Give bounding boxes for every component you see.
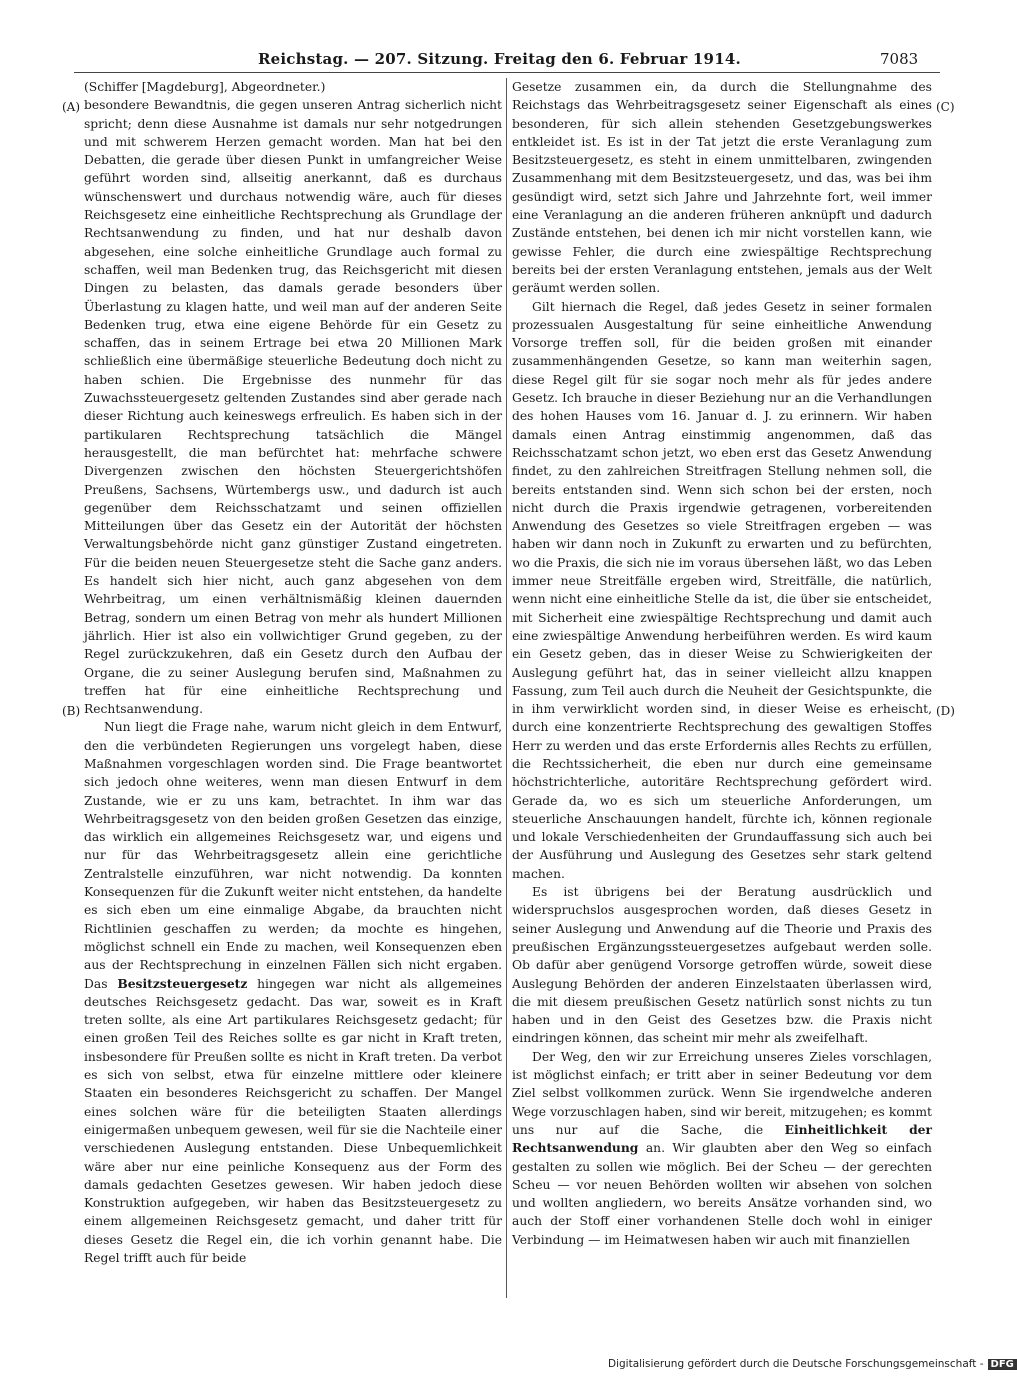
paragraph: [84, 718, 502, 1267]
paragraph-text: Der Weg, den wir zur Erreichung unseres Zieles vorschlagen, ist möglichst einfach; er tritt aber in seiner Bedeutung vor dem Ziel selbst vollkommen zurück. Wenn Sie irgendwelche anderen Wege vorzuschlagen haben, sind wir bereit, mitzugehen; es kommt uns nur auf die Sache, die: [512, 1049, 932, 1137]
speaker-line: (Schiffer [Magdeburg], Abgeordneter.): [84, 80, 326, 94]
column-divider: [506, 78, 507, 1298]
paragraph-text: Nun liegt die Frage nahe, warum nicht gleich in dem Entwurf, den die verbündeten Regierungen uns vorgelegt haben, diese Maßnahmen vorgeschlagen worden sind. Die Frage beantwortet sich jedoch ohne weiteres, wenn man diesen Entwurf in dem Zustande, wie er zu uns kam, betrachtet. In ihm war das Wehrbeitragsgesetz von den beiden großen Gesetzen das einzige, das wirklich ein allgemeines Reichsgesetz war, und eigens und nur für das Wehrbeitragsgesetz allein eine gerichtliche Zentralstelle einzuführen, war nicht notwendig. Da konnten Konsequenzen für die Zukunft weiter nicht entstehen, da handelte es sich eben um eine einmalige Abgabe, da brauchten nicht Richtlinien geschaffen zu werden; da mochte es hingehen, möglichst schnell ein Ende zu machen, weil Konsequenzen eben aus der Rechtsprechung in einzelnen Fällen sich nicht ergaben. Das: [84, 720, 502, 991]
paragraph: Gesetze zusammen ein, da durch die Stellungnahme des Reichstags das Wehrbeitragsgesetz seiner Eigenschaft als eines besonderen, für sich allein stehenden Gesetzgebungswerkes entkleidet ist. Es ist in der Tat jetzt die erste Veranlagung zum Besitzsteuergesetz, es steht in einem unmittelbaren, zwingenden Zusammenhang mit dem Besitzsteuergesetz, und das, was bei ihm gesündigt wird, setzt sich Jahre und Jahrzehnte fort, weil immer eine Veranlagung an die anderen früheren anknüpft und dadurch Zustände entstehen, bei denen ich mir nicht vorstellen kann, wie gewisse Fehler, die durch eine zwiespältige Rechtsprechung bereits bei der ersten Veranlagung entstehen, jemals aus der Welt geräumt werden sollen.: [512, 80, 932, 296]
margin-marker-c: (C): [936, 100, 955, 114]
margin-marker-a: (A): [62, 100, 81, 114]
header-rule: [74, 72, 940, 73]
paragraph-text: hingegen war nicht als allgemeines deutsches Reichsgesetz gedacht. Das war, soweit es in Kraft treten sollte, als eine Art partikulares Reichsgesetz gedacht; für einen großen Teil des Reiches sollte es gar nicht in Kraft treten, insbesondere für Preußen sollte es nicht in Kraft treten. Da verbot es sich von selbst, etwa für einzelne mittlere oder kleinere Staaten ein besonderes Reichsgericht zu schaffen. Der Mangel eines solchen wäre für die beteiligten Staaten allerdings einigermaßen unbequem gewesen, weil für sie die Nachteile einer verschiedenen Auslegung entstanden. Diese Unbequemlichkeit wäre aber nur eine peinliche Konsequenz aus der Form des damals gedachten Gesetzes gewesen. Wir haben jedoch diese Konstruktion aufgegeben, wir haben das Besitzsteuergesetz zu einem allgemeinen Reichsgesetz gemacht, und daher tritt für dieses Gesetz die Regel ein, die ich vorhin genannt habe. Die Regel trifft auch für beide: [84, 976, 502, 1265]
digitization-footer: [608, 1358, 1017, 1370]
footer-text: Digitalisierung gefördert durch die Deutsche Forschungsgemeinschaft -: [608, 1358, 984, 1370]
paragraph: Gilt hiernach die Regel, daß jedes Gesetz in seiner formalen prozessualen Ausgestaltung für seine einheitliche Anwendung Vorsorge treffen soll, für die beiden großen mit einander zusammenhängenden Gesetze, so kann man weiterhin sagen, diese Regel gilt für sie sogar noch mehr als für jedes andere Gesetz. Ich brauche in dieser Beziehung nur an die Verhandlungen des hohen Hauses vom 16. Januar d. J. zu erinnern. Wir haben damals einen Antrag einstimmig angenommen, daß das Reichsschatzamt schon jetzt, wo eben erst das Gesetz Anwendung findet, zu den zahlreichen Streitfragen Stellung nehmen soll, die bereits entstanden sind. Wenn sich schon bei der ersten, noch nicht durch die Praxis irgendwie getragenen, vorbereitenden Anwendung des Gesetzes so viele Streitfragen ergeben — was haben wir dann noch in Zukunft zu erwarten und zu befürchten, wo die Praxis, die sich nie im voraus übersehen läßt, wo das Leben immer neue Streitfälle ergeben wird, Streitfälle, die natürlich, wenn nicht eine einheitliche Stelle da ist, die über sie entscheidet, mit Sicherheit eine zwiespältige Rechtsprechung und damit auch eine zwiespältige Anwendung herbeiführen werden. Es wird kaum ein Gesetz geben, das in dieser Weise zu Schwierigkeiten der Auslegung geführt hat, das in seiner vielleicht allzu knappen Fassung, zum Teil auch durch die Neuheit der Gesichtspunkte, die in ihm verwirklicht worden sind, in dieser Weise es erheischt, durch eine konzentrierte Rechtsprechung des gewaltigen Stoffes Herr zu werden und das erste Erfordernis alles Rechts zu erfüllen, die Rechtssicherheit, die eben nur durch eine gemeinsame höchstrichterliche, autoritäre Rechtsprechung gefördert wird. Gerade da, wo es sich um steuerliche Anforderungen, um steuerliche Anschauungen handelt, fürchte ich, können regionale und lokale Verschiedenheiten der Grundauffassung sich auch bei der Ausführung und Auslegung des Gesetzes sehr stark geltend machen.: [512, 299, 932, 881]
page-header-title: Reichstag. — 207. Sitzung. Freitag den 6. Februar 1914.: [258, 50, 741, 68]
dfg-logo: DFG: [988, 1359, 1017, 1370]
left-column: [84, 78, 502, 1267]
right-column: [512, 78, 932, 1249]
page-number: 7083: [880, 50, 919, 68]
paragraph: besondere Bewandtnis, die gegen unseren Antrag sicherlich nicht spricht; denn diese Ausnahme ist damals nur sehr notgedrungen und mit schwerem Herzen gemacht worden. Man hat bei den Debatten, die gerade über diesen Punkt in umfangreicher Weise geführt worden sind, allseitig anerkannt, daß es durchaus wünschenswert und durchaus notwendig wäre, auch für dieses Reichsgesetz eine einheitliche Rechtsprechung als Grundlage der Rechtsanwendung zu finden, und hat nur deshalb davon abgesehen, eine solche einheitliche Grundlage auch formal zu schaffen, weil man Bedenken trug, das Reichsgericht mit diesen Dingen zu belasten, das damals gerade besonders über Überlastung zu klagen hatte, und weil man auf der anderen Seite Bedenken trug, etwa eine eigene Behörde für ein Gesetz zu schaffen, das in seinem Ertrage bei etwa 20 Millionen Mark schließlich eine übermäßige steuerliche Bedeutung doch nicht zu haben schien. Die Ergebnisse des nunmehr für das Zuwachssteuergesetz geltenden Zustandes sind aber gerade nach dieser Richtung auch keineswegs erfreulich. Es haben sich in der partikularen Rechtsprechung tatsächlich die Mängel herausgestellt, die man befürchtet hat: mehrfache schwere Divergenzen zwischen den höchsten Steuergerichtshöfen Preußens, Sachsens, Würtembergs usw., und dadurch ist auch gegenüber dem Reichsschatzamt und seinen offiziellen Mitteilungen über das Gesetz ein der Autorität der höchsten Verwaltungsbehörde nicht ganz günstiger Zustand eingetreten. Für die beiden neuen Steuergesetze steht die Sache ganz anders. Es handelt sich hier nicht, auch ganz abgesehen von dem Wehrbeitrag, um einen verhältnismäßig kleinen dauernden Betrag, sondern um einen Betrag von mehr als hundert Millionen jährlich. Hier ist also ein vollwichtiger Grund gegeben, zu der Regel zurückzukehren, daß ein Gesetz durch den Aufbau der Organe, die zu seiner Auslegung berufen sind, Maßnahmen zu treffen hat für eine einheitliche Rechtsprechung und Rechtsanwendung.: [84, 98, 502, 717]
paragraph-text: an. Wir glaubten aber den Weg so einfach gestalten zu sollen wie möglich. Bei der Scheu — der gerechten Scheu — vor neuen Behörden wollten wir absehen von solchen und wollten angliedern, wo bereits Ansätze vorhanden sind, wo auch der Stoff einer vorhandenen Stelle doch wohl in einiger Verbindung — im Heimatwesen haben wir auch mit finanziellen: [512, 1141, 932, 1247]
margin-marker-b: (B): [62, 704, 81, 718]
emphasis-besitzsteuergesetz: Besitzsteuergesetz: [117, 975, 248, 991]
emphasis-einheitlichkeit: Einheitlichkeit der Rechtsanwendung: [512, 1121, 932, 1156]
margin-marker-d: (D): [936, 704, 955, 718]
paragraph: [512, 1048, 932, 1249]
paragraph: Es ist übrigens bei der Beratung ausdrücklich und widerspruchslos ausgesprochen worden, daß dieses Gesetz in seiner Auslegung und Anwendung auf die Theorie und Praxis des preußischen Ergänzungssteuergesetzes aufgebaut werden solle. Ob dafür aber genügend Vorsorge getroffen würde, soweit diese Auslegung Behörden der anderen Einzelstaaten überlassen wird, die mit diesem preußischen Gesetz natürlich sonst nichts zu tun haben und in den Geist des Gesetzes bzw. die Praxis nicht eindringen können, das scheint mir mehr als zweifelhaft.: [512, 885, 932, 1046]
